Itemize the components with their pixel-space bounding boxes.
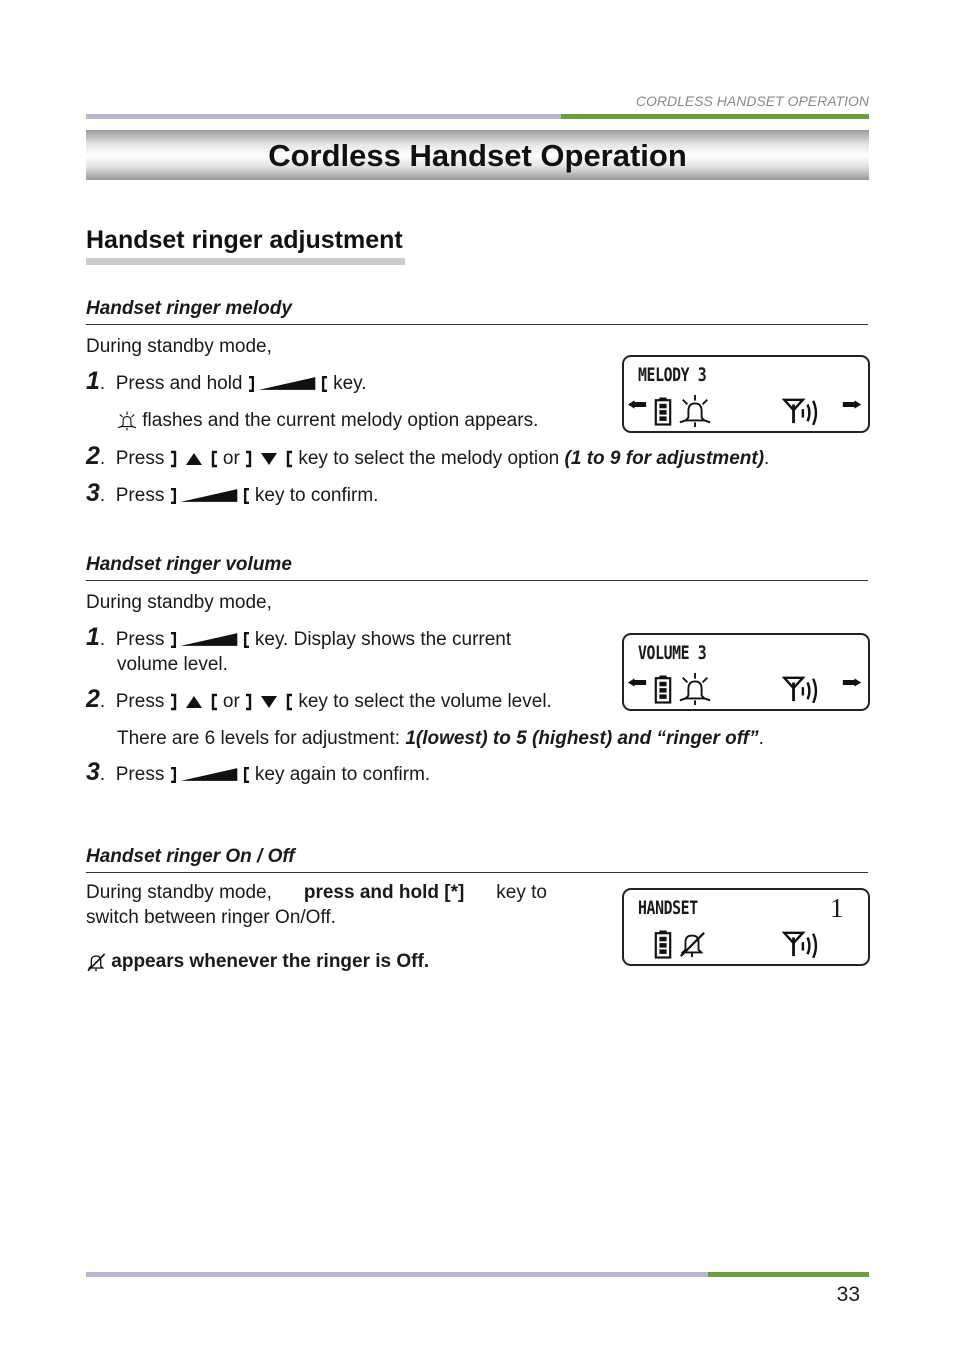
step-text: Press <box>115 764 165 785</box>
bottom-rule-green <box>708 1272 869 1277</box>
line-text: key to <box>496 882 547 903</box>
battery-icon <box>654 396 672 426</box>
step-punct: . <box>764 448 770 469</box>
section-title: Handset ringer adjustment <box>86 224 405 265</box>
lcd-handset-number: 1 <box>830 893 844 923</box>
talk-key-icon <box>170 765 250 785</box>
melody-step-3: 3. Press key to confirm. <box>86 479 379 507</box>
emphasis-text: press and hold [ <box>303 882 451 903</box>
star-key-glyph: * <box>450 882 458 903</box>
volume-note <box>117 727 764 751</box>
handset-lcd-display <box>622 888 870 966</box>
step-text: Press <box>115 448 165 469</box>
line-emphasis <box>304 881 464 905</box>
onoff-line-2: switch between ringer On/Off. <box>86 907 336 928</box>
page-number: 33 <box>836 1283 860 1306</box>
step-number: 1 <box>86 367 100 395</box>
volume-step-1-cont: volume level. <box>117 654 228 675</box>
bottom-rule-purple <box>86 1272 708 1277</box>
step-number: 2 <box>86 685 100 713</box>
step-text: Press <box>115 629 165 650</box>
volume-lcd-display <box>622 633 870 711</box>
up-arrow-key-icon <box>170 692 218 712</box>
note-text: appears whenever the ringer is Off. <box>111 951 430 972</box>
lcd-label: HANDSET <box>638 897 698 919</box>
step-number: 1 <box>86 623 100 651</box>
melody-lcd-display <box>622 355 870 433</box>
ringer-off-icon <box>678 930 706 958</box>
top-rule-purple <box>86 114 561 119</box>
volume-step-1: 1. Press key. Display shows the current <box>86 623 512 651</box>
ringer-flashing-icon <box>117 411 137 431</box>
page-title: Cordless Handset Operation <box>86 130 869 180</box>
emphasis-text: ] <box>458 882 465 903</box>
step-number: 3 <box>86 758 100 786</box>
melody-step-1: 1. Press and hold key. <box>86 367 367 395</box>
ringer-flashing-icon <box>678 394 712 428</box>
step-text: Press <box>115 485 165 506</box>
melody-step-2: 2. Press or key to select the melody option (1 to 9 for adjustment). <box>86 442 770 470</box>
step-emphasis: (1 to 9 for adjustment) <box>564 448 765 469</box>
step-text: or <box>222 448 240 469</box>
signal-antenna-icon <box>782 397 820 425</box>
left-arrow-icon <box>627 677 647 688</box>
note-punct: . <box>758 728 764 749</box>
step-number: 3 <box>86 479 100 507</box>
ringer-flashing-icon <box>678 672 712 706</box>
note-text: There are 6 levels for adjustment: <box>117 728 401 749</box>
step-number: 2 <box>86 442 100 470</box>
running-head: CORDLESS HANDSET OPERATION <box>635 93 869 109</box>
battery-icon <box>654 929 672 959</box>
step-text: key. <box>333 373 367 394</box>
onoff-note <box>86 950 429 974</box>
volume-subtitle: Handset ringer volume <box>86 554 868 581</box>
line-text: During standby mode, <box>86 882 272 903</box>
step-text: key to select the melody option <box>298 448 560 469</box>
talk-key-icon <box>170 486 250 506</box>
battery-icon <box>654 674 672 704</box>
melody-subtitle: Handset ringer melody <box>86 298 868 325</box>
talk-key-icon <box>170 630 250 650</box>
step-text: key to confirm. <box>254 485 379 506</box>
step-text: key. Display shows the current <box>254 629 512 650</box>
signal-antenna-icon <box>782 675 820 703</box>
signal-antenna-icon <box>782 930 820 958</box>
volume-step-2: 2. Press or key to select the volume level. <box>86 685 552 713</box>
step-text: Press and hold <box>115 373 243 394</box>
volume-step-3: 3. Press key again to confirm. <box>86 758 431 786</box>
right-arrow-icon <box>842 677 862 688</box>
down-arrow-key-icon <box>245 692 293 712</box>
right-arrow-icon <box>842 399 862 410</box>
top-rule-green <box>561 114 869 119</box>
volume-intro: During standby mode, <box>86 592 272 613</box>
ringer-off-icon <box>86 952 106 972</box>
melody-intro: During standby mode, <box>86 336 272 357</box>
down-arrow-key-icon <box>245 449 293 469</box>
onoff-line-1 <box>86 881 547 905</box>
melody-step-1-note <box>117 409 538 433</box>
note-text: flashes and the current melody option appears. <box>142 410 539 431</box>
left-arrow-icon <box>627 399 647 410</box>
lcd-label: MELODY 3 <box>638 364 707 386</box>
lcd-label: VOLUME 3 <box>638 642 707 664</box>
step-text: key again to confirm. <box>254 764 431 785</box>
step-text: key to select the volume level. <box>298 691 552 712</box>
note-emphasis: 1(lowest) to 5 (highest) and “ringer off” <box>405 728 759 749</box>
onoff-subtitle: Handset ringer On / Off <box>86 846 868 873</box>
talk-key-icon <box>248 374 328 394</box>
step-text: Press <box>115 691 165 712</box>
step-text: or <box>222 691 240 712</box>
up-arrow-key-icon <box>170 449 218 469</box>
